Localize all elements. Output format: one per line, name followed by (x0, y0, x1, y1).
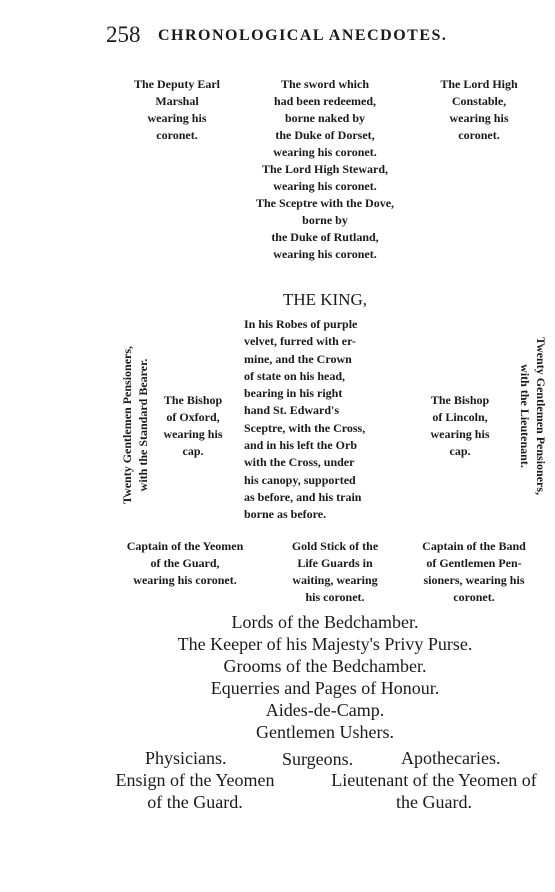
running-title: CHRONOLOGICAL ANECDOTES. (158, 27, 448, 44)
text-line: Captain of the Yeomen (126, 539, 244, 553)
text-line: as before, and his train (244, 489, 362, 504)
text-line: with the Standard Bearer. (136, 358, 150, 492)
text-line: had been redeemed, (273, 94, 377, 108)
bishop-of-oxford-entry (146, 392, 240, 460)
text-line: wearing his (147, 111, 207, 125)
text-line: The Sceptre with the Dove, (255, 196, 395, 210)
text-line: of Oxford, (166, 410, 220, 424)
physicians-entry: Physicians. (145, 748, 227, 768)
text-line: wearing his (449, 111, 509, 125)
text-line: The Lord High Steward, (261, 162, 388, 176)
text-line: Grooms of the Bedchamber. (223, 656, 427, 676)
text-line: waiting, wearing (292, 573, 378, 587)
text-line: the Duke of Rutland, (271, 230, 379, 244)
text-line: Ensign of the Yeomen (115, 770, 275, 790)
text-line: The Lord High (440, 77, 518, 91)
text-line: the Duke of Dorset, (275, 128, 375, 142)
text-line: of Lincoln, (432, 410, 488, 424)
king-description (244, 316, 406, 524)
text-line: The sword which (280, 77, 369, 91)
text-line: velvet, furred with er- (244, 334, 356, 349)
text-line: coronet. (453, 590, 495, 604)
text-line: Constable, (451, 94, 507, 108)
text-line: Equerries and Pages of Honour. (210, 678, 440, 698)
text-line: Lords of the Bedchamber. (231, 612, 419, 632)
king-heading: THE KING, (282, 290, 368, 309)
text-line: The Bishop (430, 393, 490, 407)
surgeons-entry: Surgeons. (282, 749, 354, 769)
text-line: hand St. Edward's (244, 403, 340, 418)
lieutenant-entry (318, 769, 550, 813)
text-line: The Bishop (163, 393, 223, 407)
text-line: Life Guards in (297, 556, 373, 570)
text-line: wearing his (163, 427, 223, 441)
text-line: coronet. (458, 128, 500, 142)
text-line: coronet. (156, 128, 198, 142)
text-line: wearing his coronet. (273, 179, 377, 193)
text-line: of state on his head, (244, 368, 346, 383)
text-line: of the Guard, (150, 556, 220, 570)
text-line: the Guard. (396, 792, 472, 812)
text-line: wearing his (430, 427, 490, 441)
apothecaries-entry: Apothecaries. (401, 748, 501, 768)
text-line: his coronet. (305, 590, 365, 604)
text-line: Aides-de-Camp. (265, 700, 385, 720)
text-line: wearing his coronet. (273, 145, 377, 159)
lower-procession (100, 611, 550, 743)
text-line: bearing in his right (244, 386, 343, 401)
text-line: cap. (182, 444, 204, 458)
text-line: Twenty Gentlemen Pensioners, (534, 336, 548, 496)
text-line: wearing his coronet. (273, 247, 377, 261)
text-line: In his Robes of purple (244, 317, 358, 331)
text-line: of the Guard. (147, 792, 243, 812)
text-line: borne naked by (284, 111, 366, 125)
ensign-entry (100, 769, 290, 813)
text-line: cap. (449, 444, 471, 458)
text-line: and in his left the Orb (244, 438, 358, 453)
text-line: Gentlemen Ushers. (256, 722, 394, 742)
page-number: 258 (106, 22, 141, 47)
captain-of-yeomen-entry (100, 538, 270, 589)
text-line: his canopy, supported (244, 472, 356, 487)
text-line: with the Lieutenant. (518, 364, 532, 468)
captain-of-band-entry (398, 538, 550, 606)
text-line: of Gentlemen Pen- (426, 556, 522, 570)
text-line: sioners, wearing his (423, 573, 525, 587)
text-line: borne as before. (244, 507, 327, 522)
text-line: Twenty Gentlemen Pensioners, (120, 345, 134, 505)
text-line: Lieutenant of the Yeomen of (331, 770, 537, 790)
lord-high-constable-entry (410, 76, 548, 144)
text-line: wearing his coronet. (133, 573, 237, 587)
sword-and-sceptre-entry (220, 76, 430, 263)
text-line: Marshal (155, 94, 199, 108)
text-line: Gold Stick of the (291, 539, 379, 553)
text-line: The Deputy Earl (133, 77, 220, 91)
gold-stick-entry (272, 538, 398, 606)
text-line: mine, and the Crown (244, 351, 352, 366)
right-pensioners-vertical (515, 306, 549, 526)
text-line: Sceptre, with the Cross, (244, 420, 366, 435)
text-line: with the Cross, under (244, 455, 355, 470)
text-line: borne by (302, 213, 348, 227)
bishop-of-lincoln-entry (412, 392, 508, 460)
text-line: Captain of the Band (422, 539, 526, 553)
text-line: The Keeper of his Majesty's Privy Purse. (177, 634, 473, 654)
